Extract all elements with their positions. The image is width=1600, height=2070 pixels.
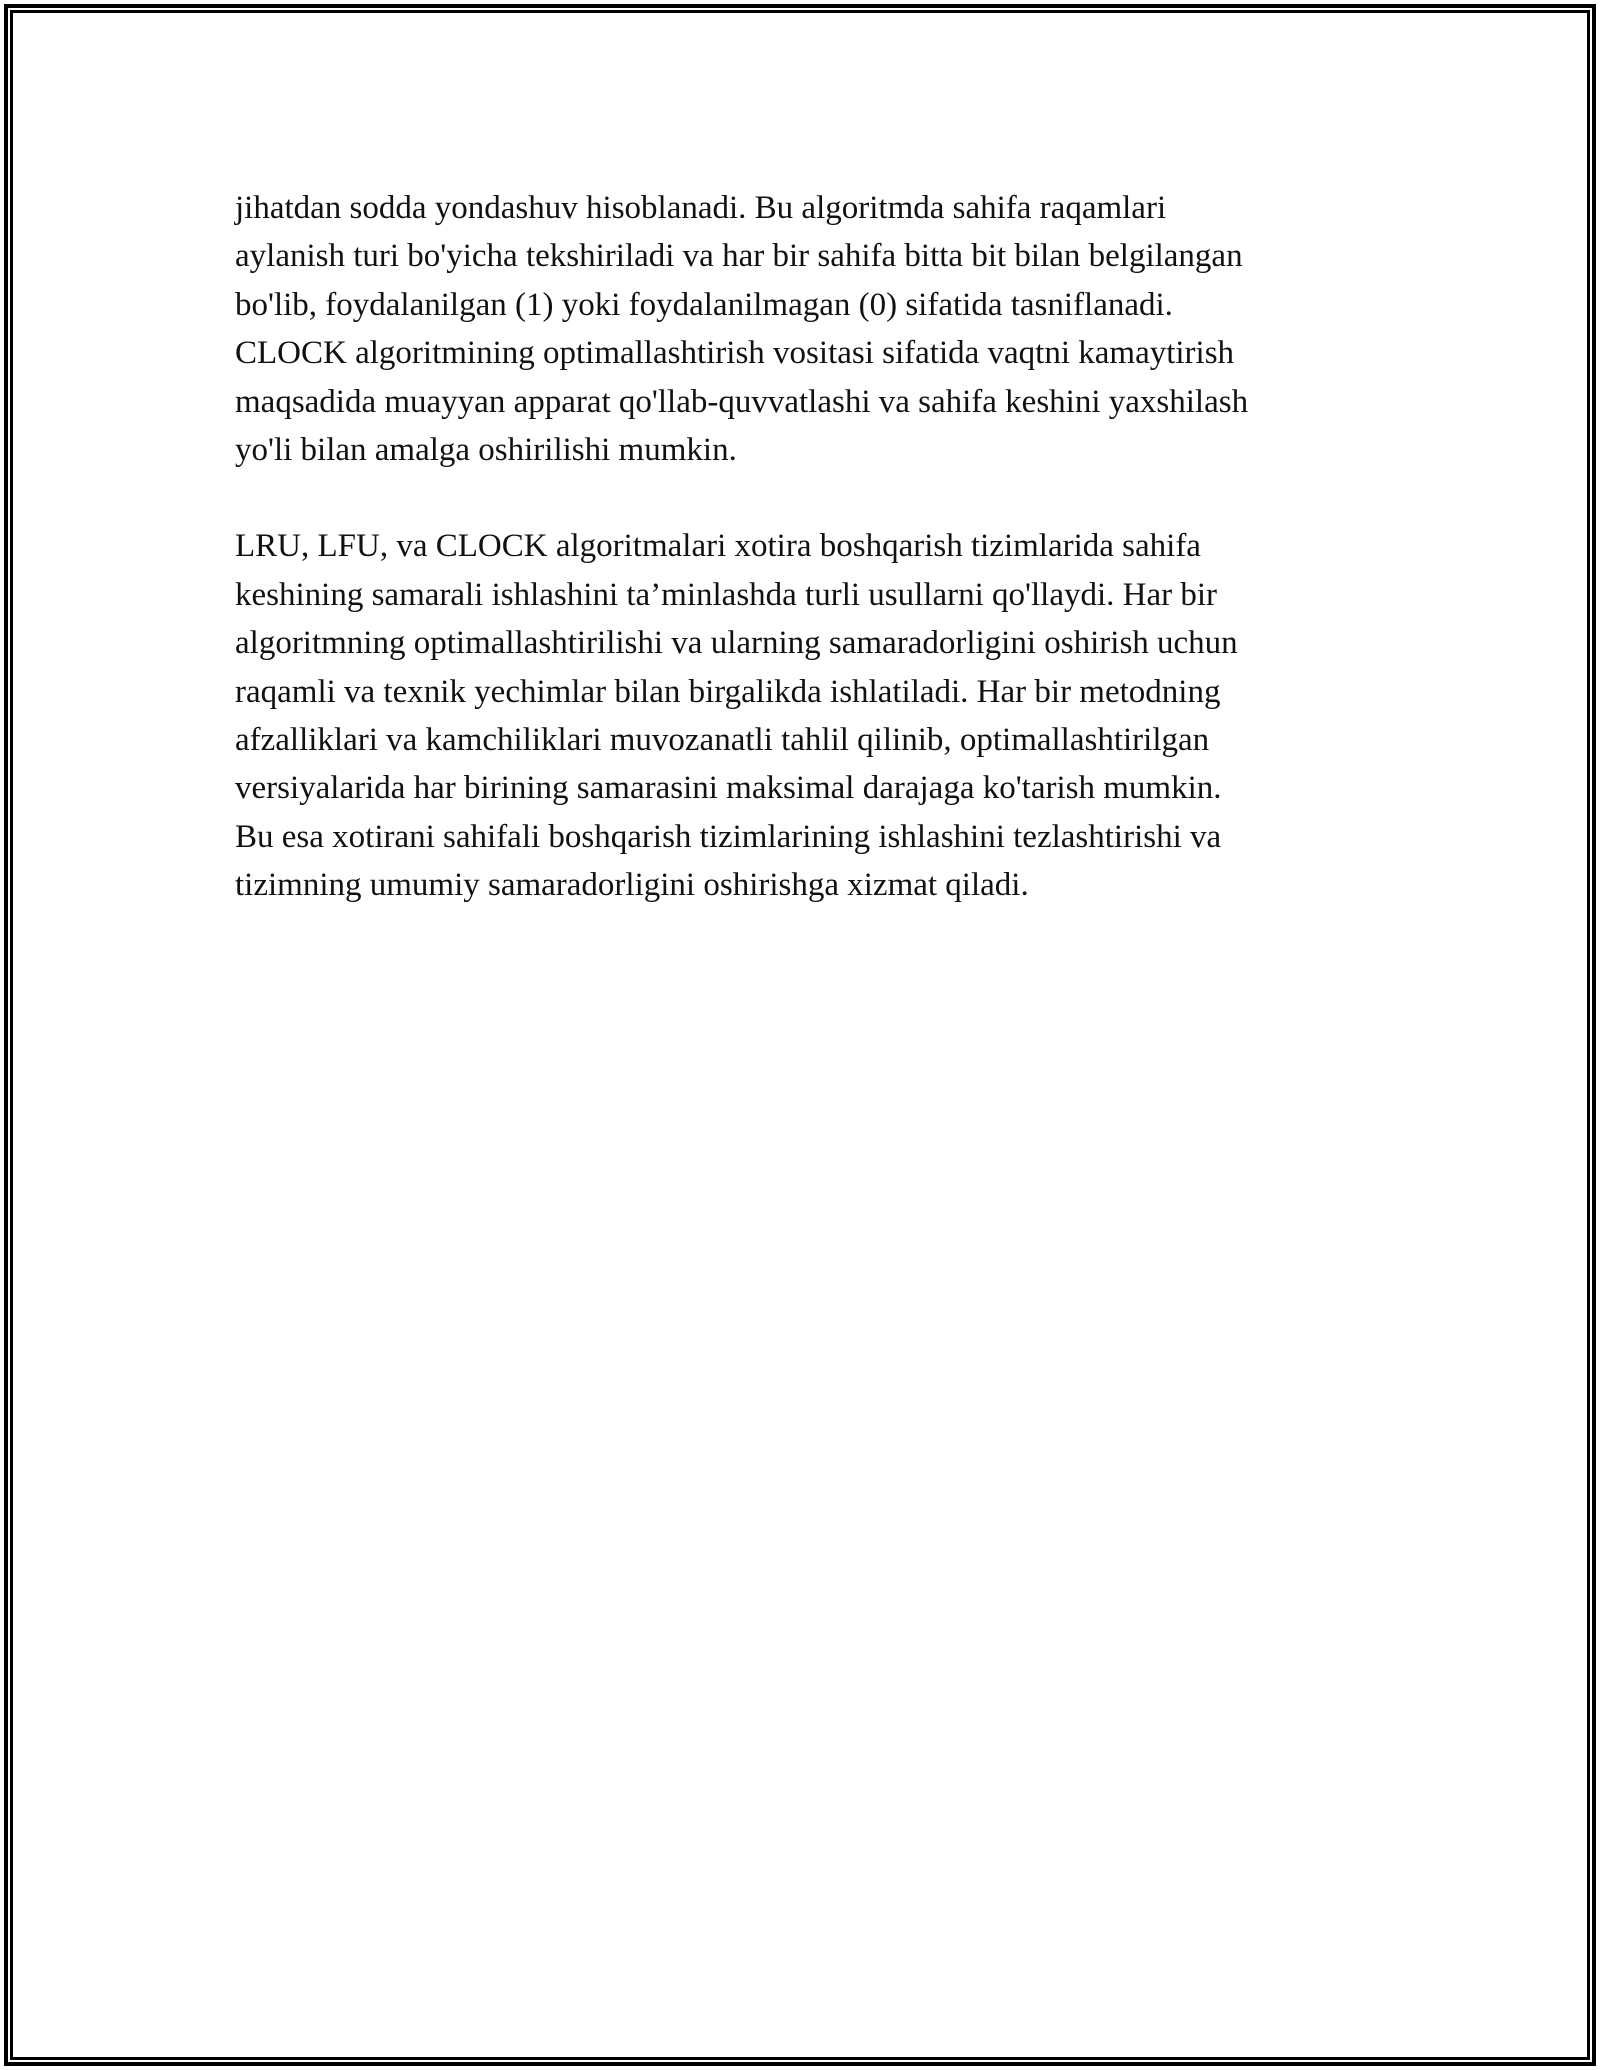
document-body [235, 184, 1395, 958]
text-line: raqamli va texnik yechimlar bilan birgalikda ishlatiladi. Har bir metodning [235, 673, 1221, 710]
text-line: yo'li bilan amalga oshirilishi mumkin. [235, 432, 737, 469]
text-line: jihatdan sodda yondashuv hisoblanadi. Bu algoritmda sahifa raqamlari [235, 190, 1167, 226]
text-line: versiyalarida har birining samarasini maksimal darajaga ko'tarish mumkin. [235, 770, 1222, 807]
text-line: tizimning umumiy samaradorligini oshirishga xizmat qiladi. [235, 867, 1029, 904]
text-line: keshining samarali ishlashini ta’minlashda turli usullarni qo'llaydi. Har bir [235, 576, 1218, 613]
paragraph-2 [235, 522, 1395, 909]
text-line: algoritmning optimallashtirilishi va ularning samaradorligini oshirish uchun [235, 625, 1238, 662]
text-line: afzalliklari va kamchiliklari muvozanatli tahlil qilinib, optimallashtirilgan [235, 722, 1210, 759]
text-line: LRU, LFU, va CLOCK algoritmalari xotira boshqarish tizimlarida sahifa [235, 528, 1201, 565]
text-line: Bu esa xotirani sahifali boshqarish tizimlarining ishlashini tezlashtirishi va [235, 818, 1222, 855]
text-line: maqsadida muayyan apparat qo'llab-quvvatlashi va sahifa keshini yaxshilash [235, 383, 1249, 420]
text-line: CLOCK algoritmining optimallashtirish vositasi sifatida vaqtni kamaytirish [235, 335, 1235, 372]
paragraph-1 [235, 184, 1395, 474]
text-line: bo'lib, foydalanilgan (1) yoki foydalanilmagan (0) sifatida tasniflanadi. [235, 286, 1173, 323]
text-line: aylanish turi bo'yicha tekshiriladi va har bir sahifa bitta bit bilan belgilangan [235, 238, 1243, 275]
